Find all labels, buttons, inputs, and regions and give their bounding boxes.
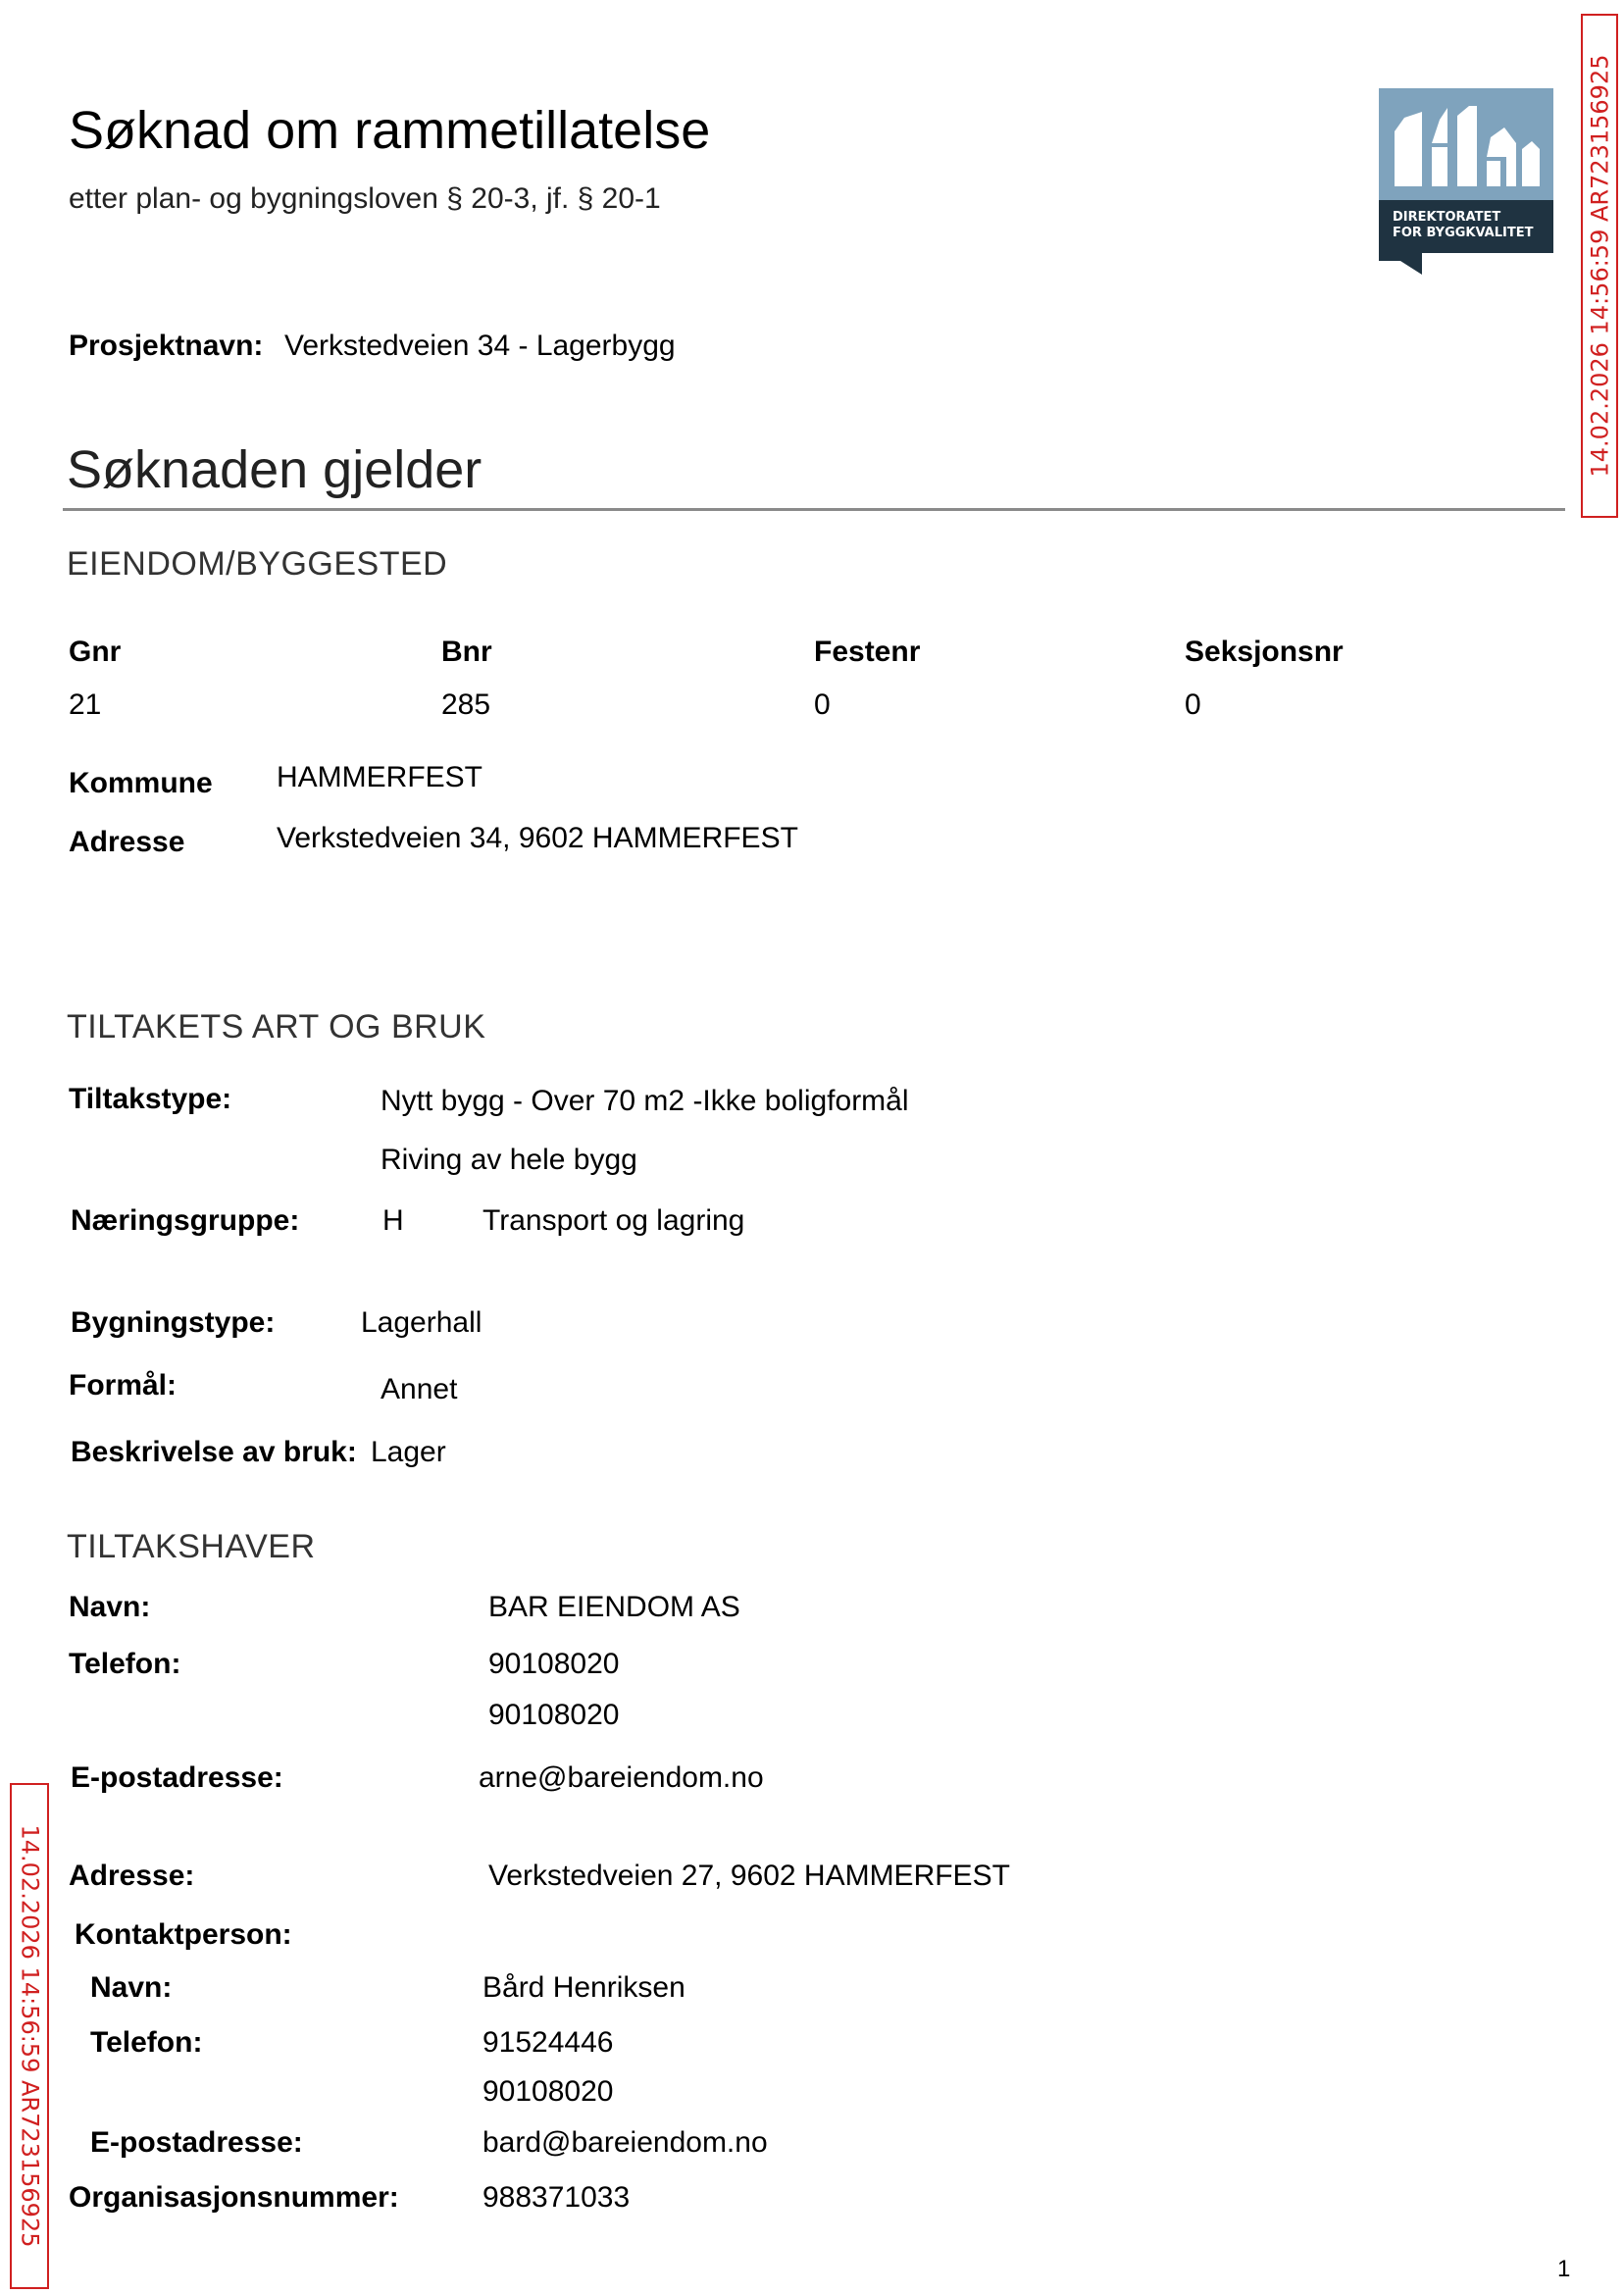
org-number-value: 988371033: [482, 2181, 631, 2214]
contact-person-label: Kontaktperson:: [75, 1918, 292, 1951]
contact-name-value: Bård Henriksen: [482, 1971, 685, 2004]
measure-type-label: Tiltakstype:: [69, 1083, 232, 1115]
purpose-value: Annet: [381, 1373, 458, 1405]
industry-name: Transport og lagring: [482, 1204, 745, 1237]
owner-phone-1: 90108020: [488, 1648, 620, 1680]
measure-type-2: Riving av hele bygg: [381, 1144, 637, 1176]
gnr-value: 21: [69, 688, 102, 721]
timestamp-stamp-top: [1581, 14, 1618, 518]
timestamp-stamp-bottom: [10, 1783, 49, 2289]
project-name-value: Verkstedveien 34 - Lagerbygg: [284, 330, 676, 362]
owner-phone-label: Telefon:: [69, 1648, 181, 1680]
municipality-value: HAMMERFEST: [277, 761, 482, 793]
owner-name-value: BAR EIENDOM AS: [488, 1591, 740, 1623]
logo-line-2: FOR BYGGKVALITET: [1393, 226, 1534, 240]
logo-flag-icon: [1379, 251, 1422, 275]
festenr-value: 0: [814, 688, 831, 721]
section-divider: [63, 508, 1565, 511]
contact-phone-1: 91524446: [482, 2026, 614, 2059]
building-icon: [1379, 88, 1553, 200]
use-description-value: Lager: [371, 1436, 446, 1468]
owner-email-label: E-postadresse:: [71, 1761, 283, 1794]
stamp-text: 14.02.2026 14:56:59 AR723156925: [1586, 54, 1614, 478]
project-name-label: Prosjektnavn:: [69, 330, 264, 362]
stamp-text: 14.02.2026 14:56:59 AR723156925: [16, 1824, 44, 2248]
property-address-label: Adresse: [69, 826, 185, 858]
industry-group-label: Næringsgruppe:: [71, 1204, 300, 1237]
measure-type-1: Nytt bygg - Over 70 m2 -Ikke boligformål: [381, 1085, 909, 1117]
use-description-label: Beskrivelse av bruk:: [71, 1436, 357, 1468]
owner-name-label: Navn:: [69, 1591, 151, 1623]
page-number: 1: [1557, 2256, 1571, 2282]
section-heading: Søknaden gjelder: [67, 440, 482, 499]
owner-phone-2: 90108020: [488, 1699, 620, 1731]
building-type-value: Lagerhall: [361, 1306, 482, 1339]
org-number-label: Organisasjonsnummer:: [69, 2181, 399, 2214]
municipality-label: Kommune: [69, 767, 213, 799]
seksjonsnr-value: 0: [1185, 688, 1201, 721]
owner-address-value: Verkstedveien 27, 9602 HAMMERFEST: [488, 1860, 1010, 1892]
festenr-label: Festenr: [814, 636, 921, 668]
owner-heading: TILTAKSHAVER: [67, 1528, 316, 1565]
contact-name-label: Navn:: [90, 1971, 173, 2004]
document-title: Søknad om rammetillatelse: [69, 101, 711, 160]
contact-phone-2: 90108020: [482, 2075, 614, 2108]
document-subtitle: etter plan- og bygningsloven § 20-3, jf. § 20-1: [69, 182, 661, 215]
industry-code: H: [382, 1204, 404, 1237]
gnr-label: Gnr: [69, 636, 122, 668]
bnr-value: 285: [441, 688, 491, 721]
contact-phone-label: Telefon:: [90, 2026, 203, 2059]
logo-line-1: DIREKTORATET: [1393, 210, 1501, 225]
owner-address-label: Adresse:: [69, 1860, 195, 1892]
seksjonsnr-label: Seksjonsnr: [1185, 636, 1344, 668]
property-heading: EIENDOM/BYGGESTED: [67, 545, 448, 583]
owner-email-value: arne@bareiendom.no: [479, 1761, 764, 1794]
measure-heading: TILTAKETS ART OG BRUK: [67, 1008, 486, 1045]
property-address-value: Verkstedveien 34, 9602 HAMMERFEST: [277, 822, 798, 854]
bnr-label: Bnr: [441, 636, 492, 668]
building-type-label: Bygningstype:: [71, 1306, 276, 1339]
purpose-label: Formål:: [69, 1369, 178, 1402]
contact-email-label: E-postadresse:: [90, 2126, 303, 2159]
dibk-logo: [1379, 88, 1553, 275]
logo-wordmark: [1393, 210, 1533, 241]
contact-email-value: bard@bareiendom.no: [482, 2126, 768, 2159]
